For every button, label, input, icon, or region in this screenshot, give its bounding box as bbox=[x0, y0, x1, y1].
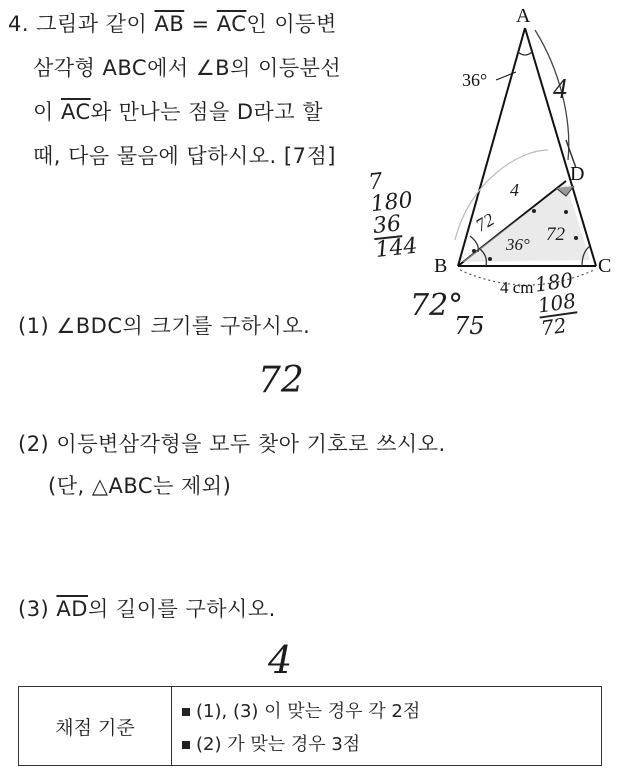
bullet-square-icon bbox=[182, 708, 190, 716]
segment-ad: $\overline{AD}$ bbox=[56, 597, 88, 621]
problem-text: 인 이등변 bbox=[246, 12, 337, 36]
question-text: (3) bbox=[18, 597, 57, 621]
segment-ac: $\overline{AC}$ bbox=[216, 12, 247, 36]
angle-dot-mark bbox=[472, 249, 476, 253]
rubric-criteria bbox=[172, 687, 601, 765]
angle-dot-mark bbox=[488, 257, 492, 261]
question-3 bbox=[18, 593, 276, 623]
rubric-header: 채점 기준 bbox=[19, 687, 172, 765]
hand-calc-line: 7 bbox=[367, 168, 384, 196]
angle-dot-mark bbox=[564, 210, 568, 214]
question-1: (1) ∠BDC의 크기를 구하시오. bbox=[18, 314, 311, 338]
hand-side-bd: 4 bbox=[510, 180, 519, 200]
problem-line-2: 삼각형 ABC에서 ∠B의 이등분선 bbox=[33, 56, 342, 80]
problem-text: 와 만나는 점을 D라고 할 bbox=[90, 100, 324, 124]
answer-1-handwritten: 72 bbox=[258, 360, 304, 401]
hand-calc2-a: 75 bbox=[454, 312, 485, 340]
vertex-b-label: B bbox=[434, 255, 448, 277]
answer-3-handwritten: 4 bbox=[268, 638, 293, 682]
equals-sign: = bbox=[184, 12, 217, 36]
rubric-item-text: (1), (3) 이 맞는 경우 각 2점 bbox=[196, 700, 421, 722]
question-2: (2) 이등변삼각형을 모두 찾아 기호로 쓰시오. bbox=[18, 432, 446, 456]
segment-ac: $\overline{AC}$ bbox=[60, 100, 91, 124]
hand-angle-c: 72 bbox=[546, 224, 565, 245]
vertex-d-label: D bbox=[570, 163, 585, 185]
angle-dot-mark bbox=[574, 236, 578, 240]
rubric-item-2 bbox=[182, 730, 591, 756]
vertex-a-label: A bbox=[516, 5, 531, 27]
hand-calc-line: 72 bbox=[539, 313, 569, 341]
problem-text: 이 bbox=[33, 100, 61, 124]
question-2-note: (단, △ABC는 제외) bbox=[48, 474, 232, 498]
vertex-c-label: C bbox=[598, 255, 612, 277]
angle-dot-mark bbox=[532, 209, 536, 213]
angle-a-label: 36° bbox=[462, 70, 488, 90]
rubric-item-1 bbox=[182, 697, 591, 723]
segment-ab: $\overline{AB}$ bbox=[154, 12, 185, 36]
hand-calc-line: 180 bbox=[533, 267, 575, 297]
hand-side-ab: 4 bbox=[553, 74, 567, 105]
problem-line-4: 때, 다음 물음에 답하시오. [7점] bbox=[33, 144, 336, 168]
hand-calc-line: 108 bbox=[536, 288, 578, 318]
angle-a-leader bbox=[496, 72, 516, 80]
hand-calc-line: 36 bbox=[371, 211, 403, 240]
grading-rubric-table bbox=[18, 686, 602, 766]
problem-text: 4. 그림과 같이 bbox=[8, 12, 155, 36]
hand-calc-line: 180 bbox=[369, 187, 414, 218]
side-bc-label: 4 cm bbox=[500, 278, 534, 297]
question-text: 의 길이를 구하시오. bbox=[87, 597, 276, 621]
hand-angle-dbc: 36° bbox=[506, 235, 530, 254]
hand-angle-abd: 72 bbox=[472, 209, 498, 236]
rubric-item-text: (2) 가 맞는 경우 3점 bbox=[196, 733, 361, 755]
hand-angle-b-note: 72° bbox=[410, 288, 464, 323]
angle-a-arc bbox=[518, 52, 532, 55]
hand-calc-line: 144 bbox=[374, 233, 419, 263]
bullet-square-icon bbox=[182, 741, 190, 749]
